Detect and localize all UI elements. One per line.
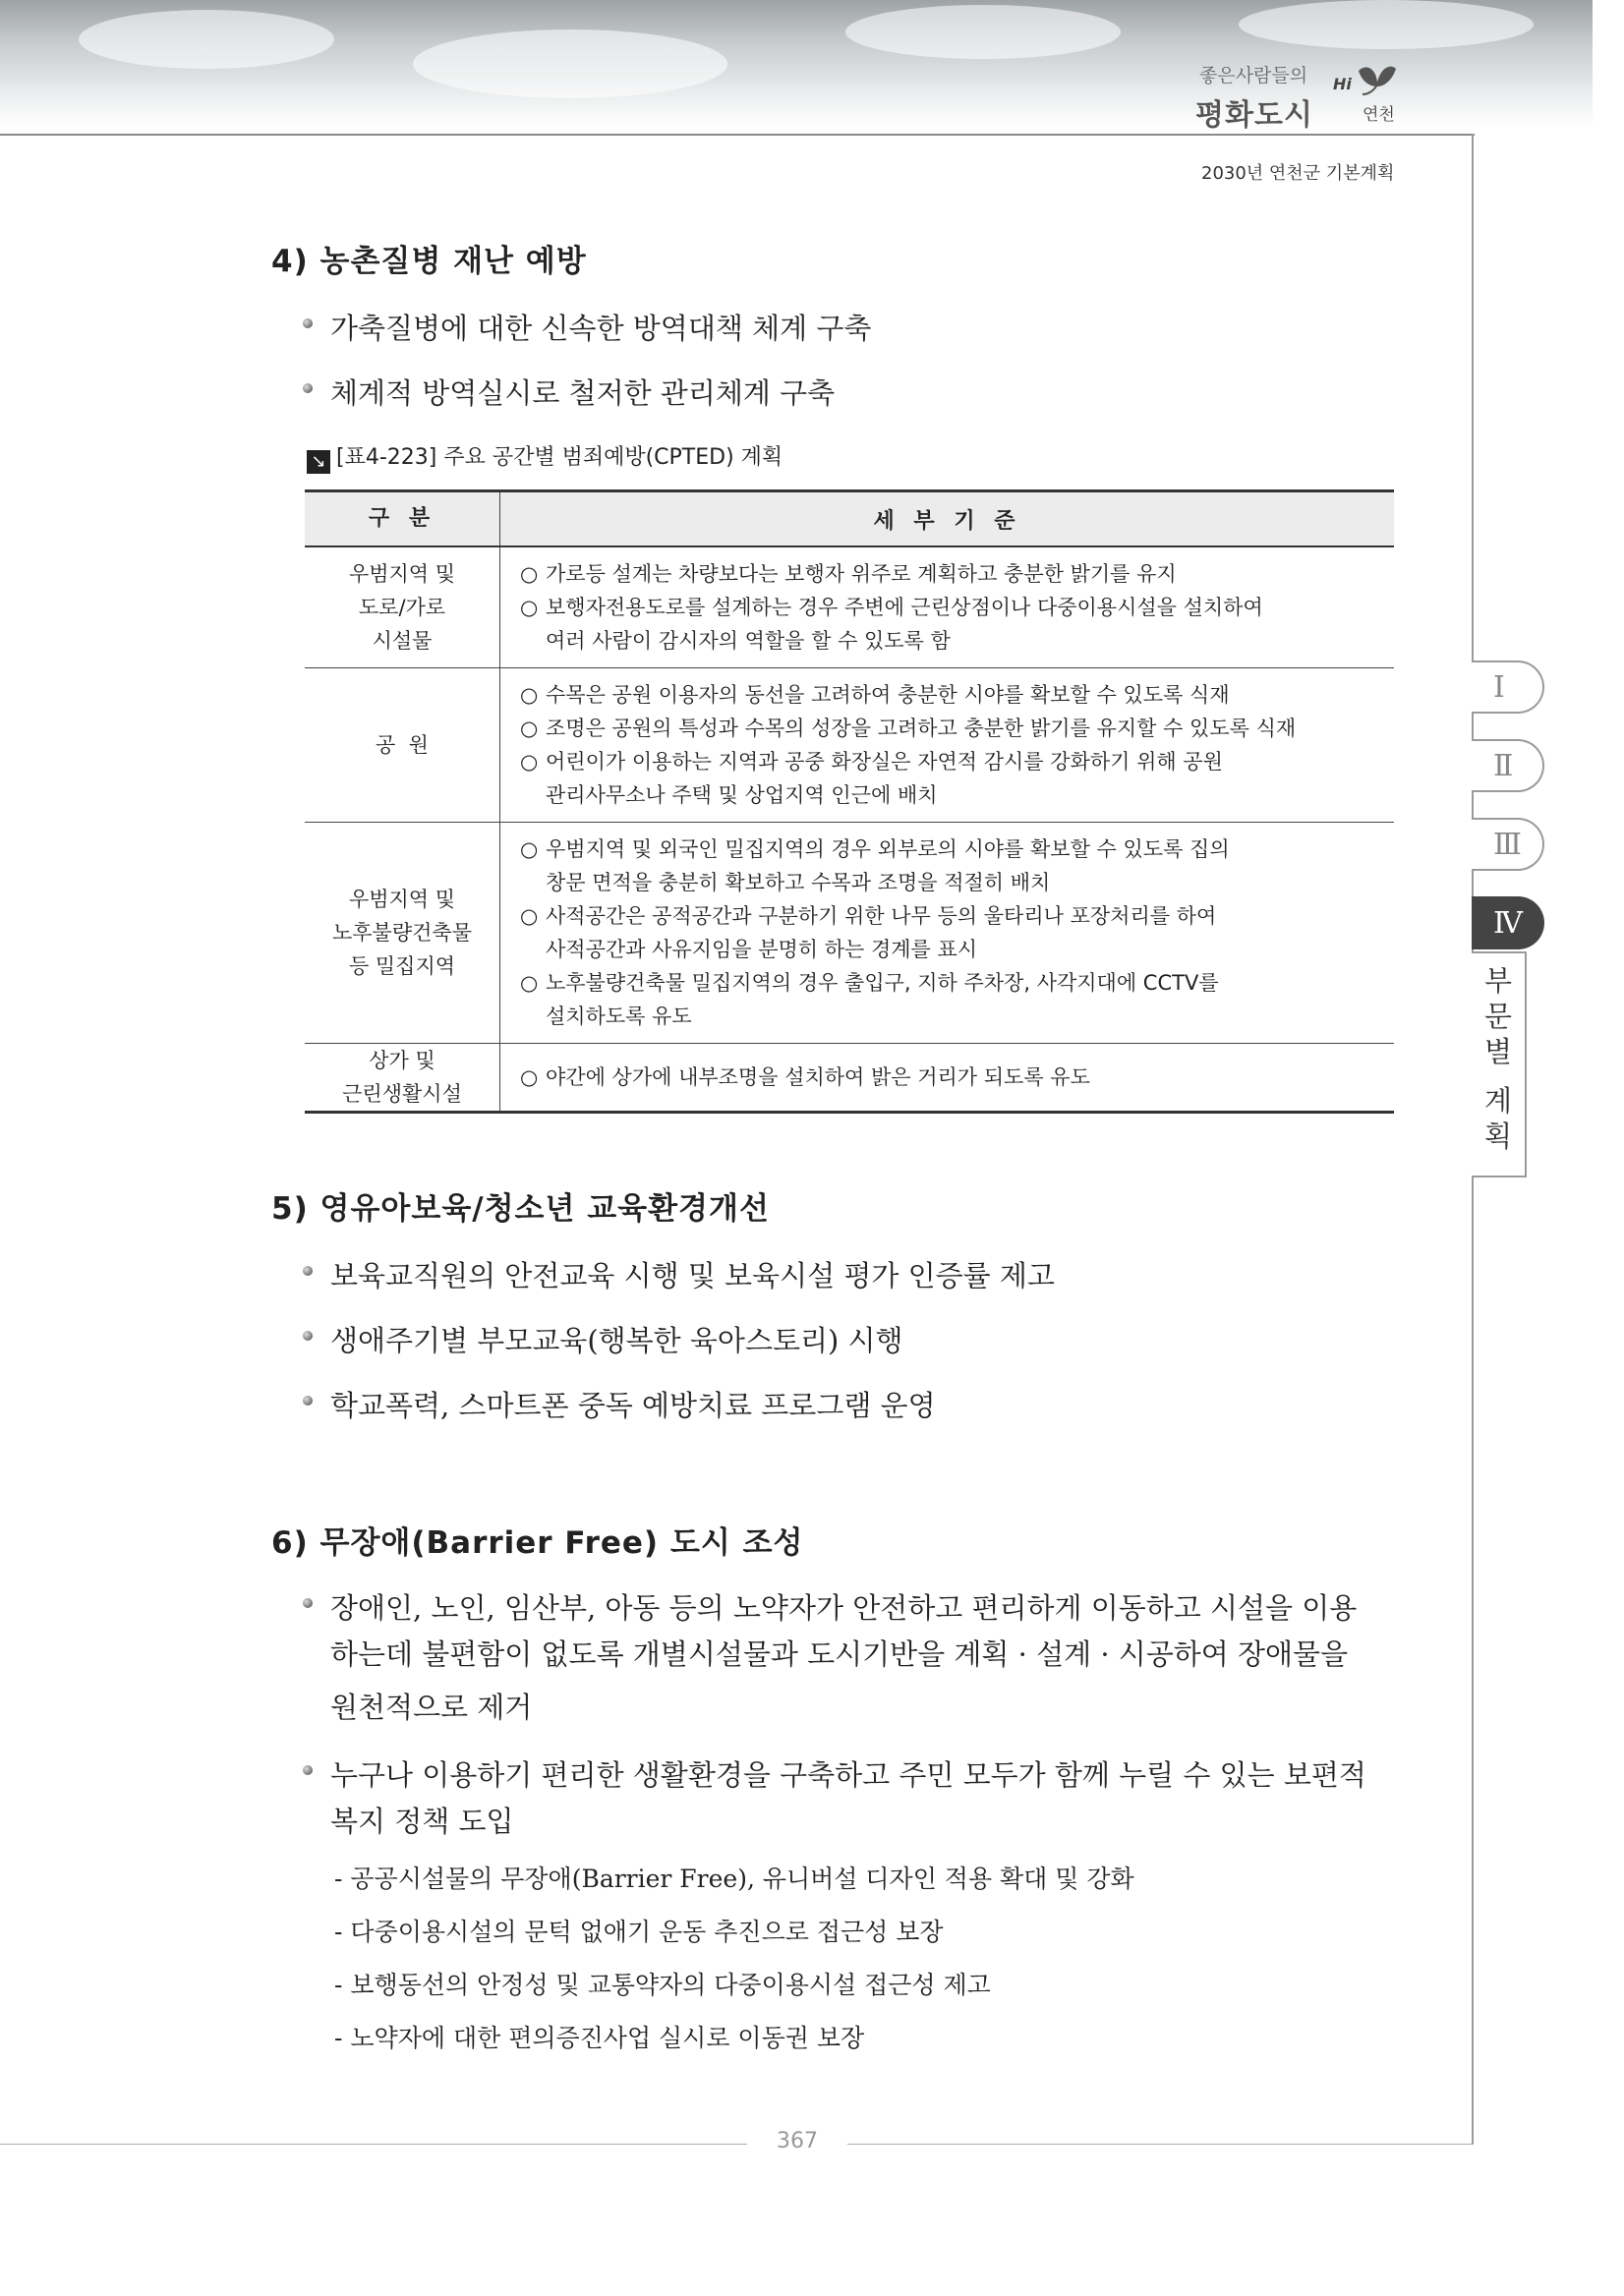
- detail-text: 여러 사람이 감시자의 역할을 할 수 있도록 함: [546, 629, 951, 653]
- section-5-title: 5) 영유아보육/청소년 교육환경개선: [271, 1191, 770, 1227]
- sub-item: - 공공시설물의 무장애(Barrier Free), 유니버설 디자인 적용 확대 및 강화: [334, 1865, 1134, 1893]
- sub-item: - 다중이용시설의 문턱 없애기 운동 추진으로 접근성 보장: [334, 1918, 944, 1946]
- detail-item-continued: [520, 1000, 1382, 1033]
- detail-text: 우범지역 및 외국인 밀집지역의 경우 외부로의 시야를 확보할 수 있도록 집의: [546, 837, 1230, 861]
- chapter-tab-2[interactable]: Ⅱ: [1472, 739, 1544, 792]
- document-subtitle: 2030년 연천군 기본계획: [1201, 163, 1395, 184]
- category-line: 공 원: [376, 733, 429, 757]
- table-row: [305, 668, 1394, 823]
- side-label-char: 부: [1483, 964, 1512, 998]
- cloud-shape: [1239, 0, 1534, 49]
- circle-bullet-icon: ○: [520, 683, 539, 707]
- section-6-title: 6) 무장애(Barrier Free) 도시 조성: [271, 1525, 804, 1561]
- detail-text: 관리사무소나 주택 및 상업지역 인근에 배치: [546, 783, 938, 807]
- table-header-detail: 세 부 기 준: [500, 491, 1395, 547]
- bullet-dot-icon: [303, 1598, 313, 1608]
- bullet-dot-icon: [303, 1266, 313, 1276]
- table-cell-category: [305, 546, 500, 668]
- detail-item: [520, 899, 1382, 933]
- detail-text: 노후불량건축물 밀집지역의 경우 출입구, 지하 주차장, 사각지대에 CCTV를: [546, 971, 1219, 995]
- category-line: 우범지역 및: [348, 562, 456, 586]
- table-row: [305, 1044, 1394, 1113]
- table-cell-detail: [500, 668, 1395, 823]
- bullet-dot-icon: [303, 1331, 313, 1341]
- bullet-continuation: 원천적으로 제거: [330, 1691, 533, 1724]
- circle-bullet-icon: ○: [520, 562, 539, 586]
- detail-text: 야간에 상가에 내부조명을 설치하여 밝은 거리가 되도록 유도: [546, 1065, 1090, 1089]
- detail-text: 사적공간은 공적공간과 구분하기 위한 나무 등의 울타리나 포장처리를 하여: [546, 904, 1217, 928]
- chapter-tab-1[interactable]: Ⅰ: [1472, 660, 1544, 714]
- logo-region: 연천: [1363, 105, 1395, 125]
- table-caption: [307, 440, 783, 474]
- chapter-tab-4[interactable]: Ⅳ: [1472, 896, 1544, 949]
- detail-text: 조명은 공원의 특성과 수목의 성장을 고려하고 충분한 밝기를 유지할 수 있도록 식재: [546, 717, 1297, 740]
- sub-item: - 보행동선의 안정성 및 교통약자의 다중이용시설 접근성 제고: [334, 1971, 991, 1999]
- detail-text: 창문 면적을 충분히 확보하고 수목과 조명을 적절히 배치: [546, 871, 1051, 894]
- circle-bullet-icon: ○: [520, 750, 539, 774]
- table-row: [305, 823, 1394, 1044]
- category-line: 우범지역 및: [348, 888, 456, 911]
- sub-item: - 노약자에 대한 편의증진사업 실시로 이동권 보장: [334, 2024, 865, 2052]
- bullet-dot-icon: [303, 1396, 313, 1406]
- bullet-continuation: 하는데 불편함이 없도록 개별시설물과 도시기반을 계획 · 설계 · 시공하여 장애물을: [330, 1637, 1349, 1671]
- bullet-continuation: 복지 정책 도입: [330, 1805, 514, 1838]
- cpted-table: [305, 489, 1394, 1114]
- detail-item: [520, 832, 1382, 866]
- city-logo: [1170, 61, 1425, 149]
- bullet-text: 생애주기별 부모교육(행복한 육아스토리) 시행: [330, 1324, 903, 1357]
- bullet-text: 체계적 방역실시로 철저한 관리체계 구축: [330, 376, 836, 410]
- side-label-char: 계: [1483, 1084, 1512, 1118]
- detail-item: [520, 591, 1382, 624]
- logo-title: 평화도시: [1195, 98, 1313, 133]
- detail-item-continued: [520, 624, 1382, 658]
- cloud-shape: [845, 5, 1121, 59]
- cloud-shape: [413, 29, 727, 98]
- category-line: 도로/가로: [358, 596, 446, 619]
- table-header-category: 구 분: [305, 491, 500, 547]
- category-line: 시설물: [372, 629, 433, 653]
- circle-bullet-icon: ○: [520, 971, 539, 995]
- side-label-char: 별: [1483, 1035, 1512, 1068]
- table-header-row: [305, 491, 1394, 547]
- logo-hi: Hi: [1333, 75, 1352, 93]
- detail-item: [520, 966, 1382, 1000]
- detail-item-continued: [520, 933, 1382, 966]
- footer-rule-right: [847, 2144, 1474, 2145]
- side-chapter-label: [1472, 951, 1527, 1177]
- circle-bullet-icon: ○: [520, 717, 539, 740]
- bullet-text: 보육교직원의 안전교육 시행 및 보육시설 평가 인증률 제고: [330, 1259, 1055, 1292]
- detail-text: 어린이가 이용하는 지역과 공중 화장실은 자연적 감시를 강화하기 위해 공원: [546, 750, 1223, 774]
- category-line: 근린생활시설: [342, 1082, 462, 1106]
- detail-text: 설치하도록 유도: [546, 1004, 692, 1028]
- table-caption-text: [표4-223] 주요 공간별 범죄예방(CPTED) 계획: [336, 445, 783, 470]
- circle-bullet-icon: ○: [520, 1065, 539, 1089]
- section-4-title: 4) 농촌질병 재난 예방: [271, 244, 587, 279]
- table-cell-detail: [500, 823, 1395, 1044]
- bullet-text: 학교폭력, 스마트폰 중독 예방치료 프로그램 운영: [330, 1389, 936, 1422]
- detail-text: 가로등 설계는 차량보다는 보행자 위주로 계획하고 충분한 밝기를 유지: [546, 562, 1177, 586]
- bullet-dot-icon: [303, 318, 313, 328]
- detail-item-continued: [520, 778, 1382, 812]
- logo-slogan: 좋은사람들의: [1199, 65, 1308, 86]
- detail-text: 사적공간과 사유지임을 분명히 하는 경계를 표시: [546, 938, 978, 961]
- page-number: 367: [777, 2129, 818, 2153]
- bullet-dot-icon: [303, 383, 313, 393]
- category-line: 상가 및: [369, 1049, 435, 1072]
- bullet-dot-icon: [303, 1765, 313, 1775]
- bullet-text: 가축질병에 대한 신속한 방역대책 체계 구축: [330, 312, 872, 345]
- side-label-char: 문: [1483, 1000, 1512, 1033]
- side-label-char: 획: [1483, 1119, 1512, 1153]
- detail-text: 수목은 공원 이용자의 동선을 고려하여 충분한 시야를 확보할 수 있도록 식재: [546, 683, 1230, 707]
- category-line: 노후불량건축물: [331, 921, 472, 945]
- bullet-text: 장애인, 노인, 임산부, 아동 등의 노약자가 안전하고 편리하게 이동하고 시설을 이용: [330, 1591, 1358, 1625]
- table-cell-category: [305, 668, 500, 823]
- table-row: [305, 546, 1394, 668]
- table-cell-detail: [500, 546, 1395, 668]
- detail-item: [520, 712, 1382, 745]
- detail-text: 보행자전용도로를 설계하는 경우 주변에 근린상점이나 다중이용시설을 설치하여: [546, 596, 1263, 619]
- chapter-tab-3[interactable]: Ⅲ: [1472, 818, 1544, 871]
- table-cell-category: [305, 823, 500, 1044]
- detail-item: [520, 1061, 1382, 1094]
- circle-bullet-icon: ○: [520, 596, 539, 619]
- bullet-text: 누구나 이용하기 편리한 생활환경을 구축하고 주민 모두가 함께 누릴 수 있는 보편적: [330, 1758, 1366, 1792]
- detail-item-continued: [520, 866, 1382, 899]
- detail-item: [520, 557, 1382, 591]
- footer-rule-left: [0, 2144, 747, 2145]
- detail-item: [520, 678, 1382, 712]
- butterfly-icon: [1357, 63, 1398, 96]
- circle-bullet-icon: ○: [520, 904, 539, 928]
- category-line: 등 밀집지역: [348, 954, 456, 978]
- arrow-down-right-icon: ↘: [307, 450, 330, 474]
- cloud-shape: [79, 10, 334, 69]
- circle-bullet-icon: ○: [520, 837, 539, 861]
- detail-item: [520, 745, 1382, 778]
- table-cell-category: [305, 1044, 500, 1113]
- table-cell-detail: [500, 1044, 1395, 1113]
